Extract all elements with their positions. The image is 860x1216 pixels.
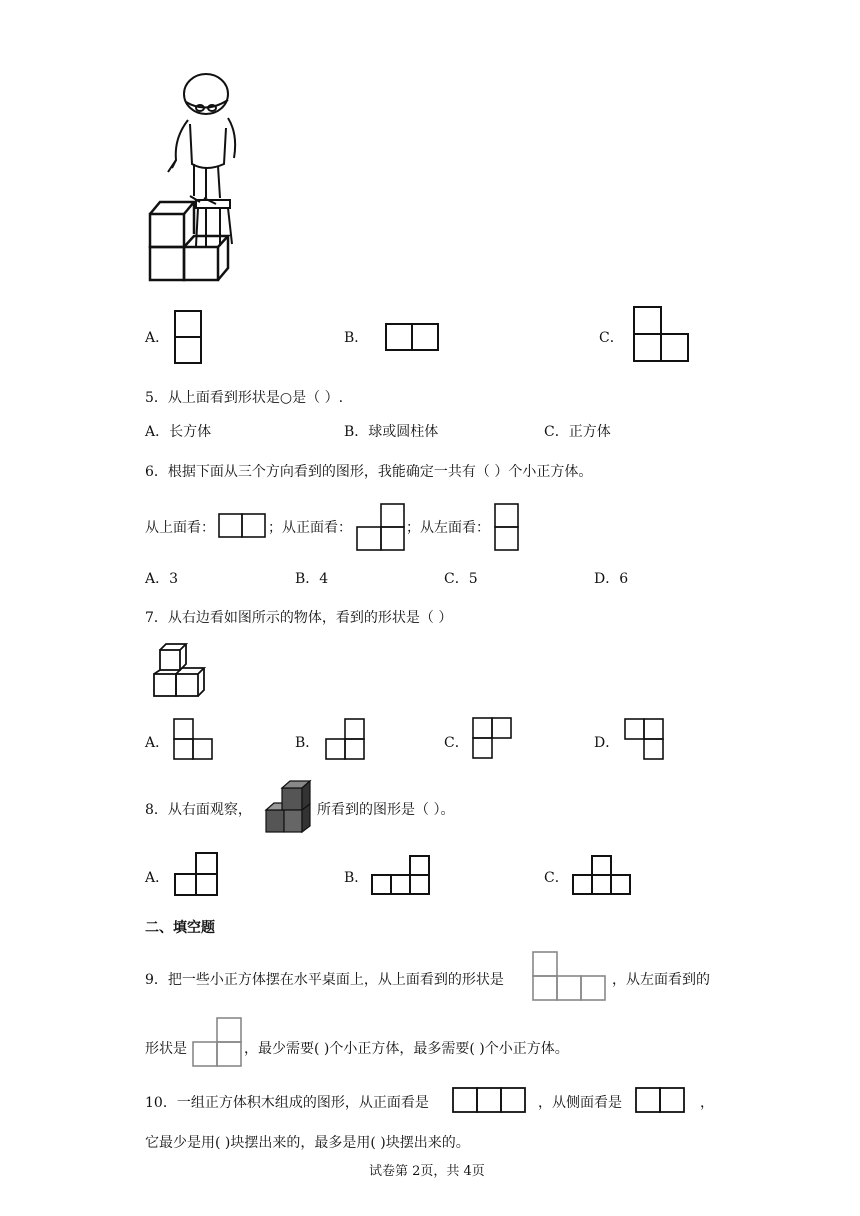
section-title: 二、填空题 [145, 920, 215, 936]
q6-front-view-shape [356, 503, 408, 551]
q6-top-view-shape [218, 513, 268, 539]
q4-option-a-label: A． [145, 330, 170, 346]
q6-option-a: A．3 [145, 571, 179, 587]
q7-option-d-label: D． [594, 735, 620, 751]
q5-option-c: C．正方体 [544, 424, 611, 440]
q6-front-view-label: ；从正面看： [268, 520, 352, 536]
q7-object-figure [150, 642, 212, 702]
q4-option-b-shape [385, 323, 441, 351]
q6-option-b: B．4 [295, 571, 329, 587]
q5-option-a: A．长方体 [145, 424, 212, 440]
person-on-stool-illustration [140, 68, 250, 284]
q4-option-c-shape [633, 306, 691, 362]
q10-front-view-shape [452, 1087, 528, 1115]
q8-option-c-label: C． [544, 870, 569, 886]
q5-option-b: B．球或圆柱体 [344, 424, 439, 440]
q8-option-b-label: B． [344, 870, 369, 886]
q7-option-b-label: B． [295, 735, 320, 751]
q8-stem-after: 所看到的图形是（ ）。 [317, 802, 455, 818]
q4-option-a-shape [174, 310, 202, 364]
q7-option-c-label: C． [444, 735, 469, 751]
q10-side-view-shape [635, 1087, 687, 1115]
q9-line2-before: 形状是 [145, 1041, 187, 1057]
q9-line1-before: 9．把一些小正方体摆在水平桌面上，从上面看到的形状是 [145, 972, 504, 988]
q9-line1-after: ，从左面看到的 [612, 972, 710, 988]
q9-top-view-shape [532, 951, 610, 1003]
q6-left-view-label: ；从左面看： [406, 520, 490, 536]
q7-stem: 7．从右边看如图所示的物体，看到的形状是（ ） [145, 610, 453, 626]
q4-option-b-label: B． [344, 330, 369, 346]
q9-line2-after: ，最少需要( )个小正方体，最多需要( )个小正方体。 [244, 1041, 569, 1057]
q8-option-a-label: A． [145, 870, 170, 886]
q5-stem: 5．从上面看到形状是○是（ ）. [145, 390, 344, 406]
q4-option-c-label: C． [599, 330, 624, 346]
q6-option-d: D．6 [594, 571, 629, 587]
q6-stem: 6．根据下面从三个方向看到的图形，我能确定一共有（ ）个小正方体。 [145, 464, 593, 480]
q7-option-d-shape [624, 718, 666, 762]
q6-option-c: C．5 [444, 571, 478, 587]
q9-left-view-shape [192, 1017, 244, 1069]
q6-left-view-shape [494, 503, 520, 551]
q8-stem-before: 8．从右面观察， [145, 802, 252, 818]
q7-option-b-shape [325, 718, 367, 762]
q10-line2: 它最少是用( )块摆出来的，最多是用( )块摆出来的。 [145, 1135, 470, 1151]
q8-option-c-shape [571, 855, 637, 897]
q7-option-c-shape [472, 717, 514, 761]
page-footer: 试卷第 2页，共 4页 [369, 1164, 485, 1179]
q6-top-view-label: 从上面看： [145, 520, 215, 536]
q10-line1-mid: ，从侧面看是 [538, 1095, 622, 1111]
q7-option-a-label: A． [145, 735, 170, 751]
q8-dark-cubes-figure [262, 778, 314, 838]
q8-option-a-shape [174, 852, 220, 898]
q10-line1-after: ， [700, 1095, 714, 1111]
q7-option-a-shape [173, 718, 215, 762]
q10-line1-before: 10．一组正方体积木组成的图形，从正面看是 [145, 1095, 429, 1111]
q8-option-b-shape [370, 855, 434, 897]
